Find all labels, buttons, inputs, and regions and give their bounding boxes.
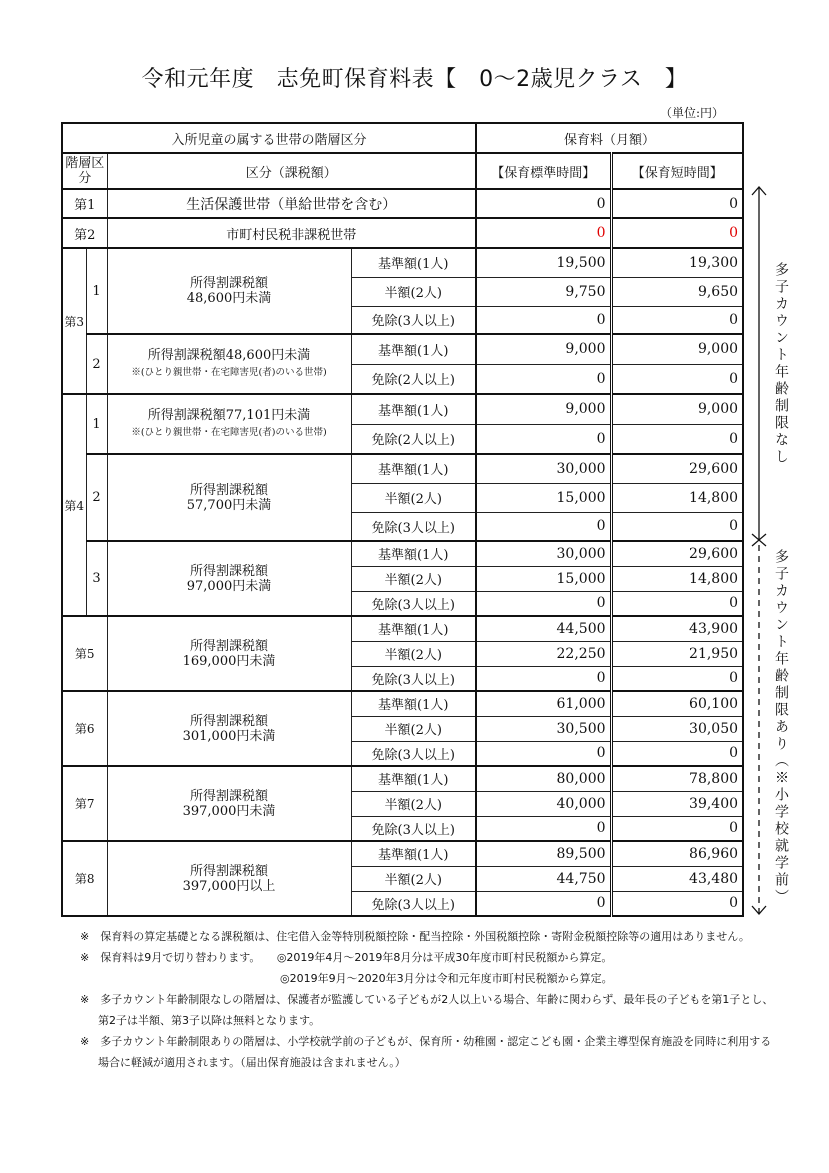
short-fee: 14,800 — [611, 483, 743, 512]
side-label-with-limit: 多子カウント年齢制限あり（※小学校就学前） — [773, 549, 789, 906]
short-fee: 14,800 — [611, 566, 743, 591]
line-label: 半額(2人) — [351, 277, 476, 306]
line-label: 基準額(1人) — [351, 248, 476, 277]
tier-cell: 第6 — [62, 691, 107, 766]
standard-fee: 0 — [476, 741, 611, 766]
table-row — [62, 841, 743, 866]
short-fee: 0 — [611, 189, 743, 218]
tier-cell: 第2 — [62, 218, 107, 248]
note-2: ※ 保育料は9月で切り替わります。 ◎2019年4月～2019年8月分は平成30年度市町村民税額から算定。 — [80, 951, 613, 964]
line-label: 免除(3人以上) — [351, 741, 476, 766]
standard-fee: 0 — [476, 816, 611, 841]
standard-fee: 0 — [476, 218, 611, 248]
standard-fee: 0 — [476, 591, 611, 616]
desc-line-1: 所得割課税額77,101円未満 — [147, 408, 311, 423]
standard-time-header: 【保育標準時間】 — [476, 153, 611, 189]
line-label: 半額(2人) — [351, 483, 476, 512]
table-row — [62, 691, 743, 716]
standard-fee: 40,000 — [476, 791, 611, 816]
desc-cell — [107, 841, 351, 916]
desc-line-1: 所得割課税額 — [189, 863, 268, 879]
line-label: 免除(3人以上) — [351, 306, 476, 334]
desc-cell — [107, 334, 351, 394]
line-label: 免除(3人以上) — [351, 591, 476, 616]
standard-fee: 9,750 — [476, 277, 611, 306]
desc-line-2: 397,000円未満 — [182, 803, 276, 819]
notes — [80, 926, 800, 1073]
line-label: 半額(2人) — [351, 641, 476, 666]
side-label-no-limit: 多子カウント年齢制限なし — [773, 262, 789, 466]
table-row — [62, 766, 743, 791]
standard-fee: 22,250 — [476, 641, 611, 666]
short-fee: 0 — [611, 891, 743, 916]
line-label: 免除(3人以上) — [351, 512, 476, 541]
short-fee: 0 — [611, 591, 743, 616]
standard-fee: 44,750 — [476, 866, 611, 891]
sub-tier-cell: 2 — [86, 334, 107, 394]
table-row — [62, 616, 743, 641]
line-label: 基準額(1人) — [351, 766, 476, 791]
short-fee: 86,960 — [611, 841, 743, 866]
line-label: 半額(2人) — [351, 566, 476, 591]
short-fee: 9,000 — [611, 394, 743, 424]
desc-line-1: 所得割課税額 — [189, 713, 268, 729]
short-fee: 60,100 — [611, 691, 743, 716]
desc-line-2: 97,000円未満 — [186, 578, 272, 594]
tier-cell: 第3 — [62, 248, 86, 394]
short-fee: 0 — [611, 816, 743, 841]
standard-fee: 9,000 — [476, 334, 611, 364]
note-1: ※ 保育料の算定基礎となる課税額は、住宅借入金等特別税額控除・配当控除・外国税額控除・寄附金税額控除等の適用はありません。 — [80, 930, 750, 943]
short-fee: 0 — [611, 306, 743, 334]
short-fee: 19,300 — [611, 248, 743, 277]
standard-fee: 19,500 — [476, 248, 611, 277]
tier-cell: 第8 — [62, 841, 107, 916]
page-title: 令和元年度 志免町保育料表【 0～2歳児クラス 】 — [141, 67, 688, 92]
table-row — [62, 394, 743, 424]
line-label: 半額(2人) — [351, 791, 476, 816]
standard-fee: 0 — [476, 666, 611, 691]
arrow-down-icon — [752, 545, 766, 914]
short-fee: 43,480 — [611, 866, 743, 891]
desc-line-1: 所得割課税額 — [189, 482, 268, 498]
standard-fee: 61,000 — [476, 691, 611, 716]
standard-fee: 0 — [476, 189, 611, 218]
arrow-up-icon — [752, 187, 766, 540]
note-3-continued: 第2子は半額、第3子以降は無料となります。 — [98, 1014, 321, 1027]
standard-fee: 30,000 — [476, 454, 611, 483]
short-fee: 0 — [611, 741, 743, 766]
standard-fee: 30,500 — [476, 716, 611, 741]
tier-cell: 第1 — [62, 189, 107, 218]
short-fee: 21,950 — [611, 641, 743, 666]
line-label: 基準額(1人) — [351, 454, 476, 483]
fee-table — [61, 122, 744, 917]
category-header: 区分（課税額） — [107, 153, 476, 189]
tier-cell: 第4 — [62, 394, 86, 616]
short-fee: 0 — [611, 218, 743, 248]
sub-tier-cell: 3 — [86, 541, 107, 616]
note-3: ※ 多子カウント年齢制限なしの階層は、保護者が監護している子どもが2人以上いる場合、年齢に関わらず、最年長の子どもを第1子とし、 — [80, 993, 774, 1006]
table-row — [62, 454, 743, 483]
desc-note: ※(ひとり親世帯・在宅障害児(者)のいる世帯) — [131, 427, 327, 438]
desc-line-2: 397,000円以上 — [182, 878, 276, 894]
line-label: 基準額(1人) — [351, 394, 476, 424]
desc-line-2: 48,600円未満 — [186, 291, 272, 306]
desc-cell — [107, 616, 351, 691]
line-label: 免除(3人以上) — [351, 816, 476, 841]
standard-fee: 9,000 — [476, 394, 611, 424]
standard-fee: 89,500 — [476, 841, 611, 866]
standard-fee: 44,500 — [476, 616, 611, 641]
line-label: 免除(3人以上) — [351, 666, 476, 691]
short-fee: 30,050 — [611, 716, 743, 741]
desc-line-1: 所得割課税額 — [189, 788, 268, 804]
desc-cell — [107, 454, 351, 541]
standard-fee: 15,000 — [476, 566, 611, 591]
line-label: 半額(2人) — [351, 866, 476, 891]
table-row — [62, 189, 743, 218]
line-label: 基準額(1人) — [351, 616, 476, 641]
standard-fee: 0 — [476, 364, 611, 394]
line-label: 基準額(1人) — [351, 691, 476, 716]
desc-cell — [107, 394, 351, 454]
note-4: ※ 多子カウント年齢制限ありの階層は、小学校就学前の子どもが、保育所・幼稚園・認定こども園・企業主導型保育施設を同時に利用する — [80, 1035, 772, 1048]
line-label: 免除(3人以上) — [351, 891, 476, 916]
short-time-header: 【保育短時間】 — [611, 153, 743, 189]
fee-header: 保育料（月額） — [476, 123, 743, 153]
short-fee: 39,400 — [611, 791, 743, 816]
line-label: 免除(2人以上) — [351, 424, 476, 454]
tier-cell: 第5 — [62, 616, 107, 691]
desc-line-1: 所得割課税額 — [189, 563, 268, 579]
line-label: 免除(2人以上) — [351, 364, 476, 394]
standard-fee: 0 — [476, 424, 611, 454]
short-fee: 0 — [611, 512, 743, 541]
standard-fee: 0 — [476, 306, 611, 334]
table-row — [62, 218, 743, 248]
sub-tier-cell: 1 — [86, 394, 107, 454]
desc-cell: 市町村民税非課税世帯 — [107, 218, 476, 248]
desc-line-2: 57,700円未満 — [186, 497, 272, 513]
line-label: 基準額(1人) — [351, 334, 476, 364]
table-row — [62, 248, 743, 277]
short-fee: 0 — [611, 666, 743, 691]
line-label: 基準額(1人) — [351, 541, 476, 566]
desc-cell — [107, 766, 351, 841]
desc-cell — [107, 691, 351, 766]
standard-fee: 0 — [476, 512, 611, 541]
desc-cell — [107, 541, 351, 616]
desc-line-2: 301,000円未満 — [182, 728, 276, 744]
line-label: 半額(2人) — [351, 716, 476, 741]
desc-cell: 生活保護世帯（単給世帯を含む） — [107, 189, 476, 218]
line-label: 基準額(1人) — [351, 841, 476, 866]
standard-fee: 30,000 — [476, 541, 611, 566]
desc-note: ※(ひとり親世帯・在宅障害児(者)のいる世帯) — [131, 367, 327, 378]
short-fee: 29,600 — [611, 541, 743, 566]
desc-line-1: 所得割課税額 — [189, 638, 268, 654]
tier-cell: 第7 — [62, 766, 107, 841]
short-fee: 9,000 — [611, 334, 743, 364]
desc-cell — [107, 248, 351, 334]
note-2-continued: ◎2019年9月～2020年3月分は令和元年度市町村民税額から算定。 — [280, 972, 613, 985]
short-fee: 9,650 — [611, 277, 743, 306]
short-fee: 43,900 — [611, 616, 743, 641]
sub-tier-cell: 2 — [86, 454, 107, 541]
unit-label: （単位:円） — [660, 106, 725, 120]
header-row-2 — [62, 153, 743, 189]
standard-fee: 15,000 — [476, 483, 611, 512]
table-row — [62, 541, 743, 566]
standard-fee: 0 — [476, 891, 611, 916]
standard-fee: 80,000 — [476, 766, 611, 791]
desc-line-2: 169,000円未満 — [182, 653, 276, 669]
sub-tier-cell: 1 — [86, 248, 107, 334]
tier-header: 階層区分 — [62, 153, 107, 189]
short-fee: 78,800 — [611, 766, 743, 791]
desc-line-1: 所得割課税額 — [189, 276, 268, 291]
group-header: 入所児童の属する世帯の階層区分 — [62, 123, 476, 153]
header-row-1 — [62, 123, 743, 153]
short-fee: 29,600 — [611, 454, 743, 483]
short-fee: 0 — [611, 424, 743, 454]
desc-line-1: 所得割課税額48,600円未満 — [147, 348, 311, 363]
table-row — [62, 334, 743, 364]
note-4-continued: 場合に軽減が適用されます。（届出保育施設は含まれません。） — [98, 1056, 406, 1069]
short-fee: 0 — [611, 364, 743, 394]
